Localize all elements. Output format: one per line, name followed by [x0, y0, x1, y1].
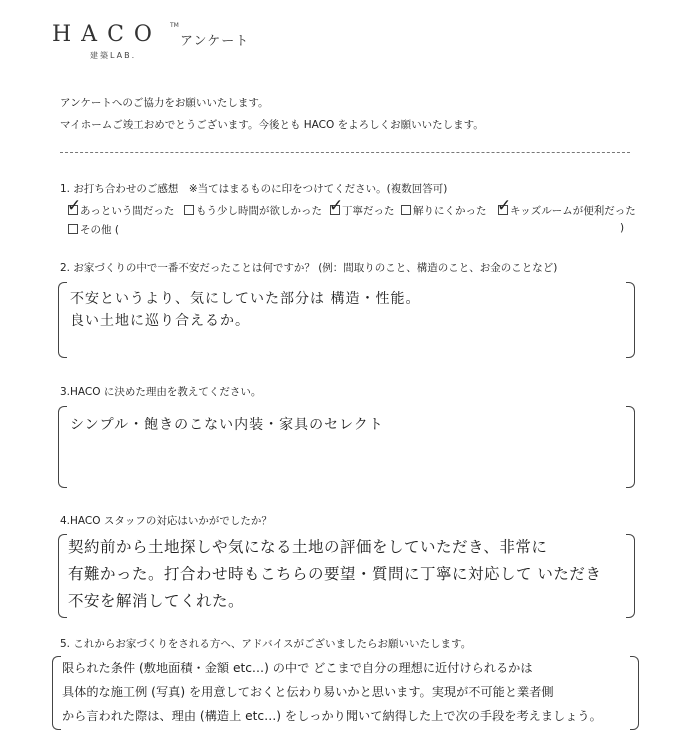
answer-line: 具体的な施工例 (写真) を用意しておくと伝わり易いかと思います。実現が不可能と業者側	[62, 685, 554, 699]
checkbox[interactable]	[184, 205, 194, 215]
answer-line: から言われた際は、理由 (構造上 etc…) をしっかり聞いて納得した上で次の手段を考えましょう。	[62, 709, 602, 723]
question-4-title: 4.HACO スタッフの対応はいかがでしたか？	[60, 515, 272, 527]
question-3-answer	[70, 414, 384, 436]
answer-bracket-left	[58, 282, 67, 358]
other-close-paren: )	[620, 222, 625, 234]
answer-line: シンプル・飽きのこない内装・家具のセレクト	[70, 417, 384, 433]
checkbox[interactable]	[497, 196, 512, 216]
check-mark-icon: ✓	[67, 196, 82, 216]
answer-bracket-left	[58, 534, 67, 618]
answer-bracket-right	[626, 406, 635, 488]
question-2-title: 2. お家づくりの中で一番不安だったことは何ですか？ (例：間取りのこと、構造のこと、お金のことなど)	[60, 262, 558, 274]
check-mark-icon: ✓	[497, 196, 512, 216]
option-2[interactable]	[184, 203, 322, 218]
answer-line: 限られた条件 (敷地面積・金額 etc…) の中で どこまで自分の理想に近付けられるかは	[62, 661, 533, 675]
answer-line: 契約前から土地探しや気になる土地の評価をしていただき、非常に	[68, 538, 548, 556]
checkbox[interactable]	[67, 196, 82, 216]
answer-bracket-left	[58, 406, 67, 488]
intro-line-1: アンケートへのご協力をお願いいたします。	[60, 97, 269, 109]
answer-bracket-right	[626, 282, 635, 358]
answer-line: 不安を解消してくれた。	[68, 592, 245, 610]
question-1-title: 1. お打ち合わせのご感想 ※当てはまるものに印をつけてください。(複数回答可)	[60, 183, 448, 195]
option-5[interactable]	[497, 196, 636, 218]
answer-line: 有難かった。打合わせ時もこちらの要望・質問に丁寧に対応して いただき	[68, 565, 602, 583]
option-label: あっという間だった	[80, 205, 175, 217]
question-2-answer	[70, 288, 420, 332]
brand-sublabel: 建築LAB.	[90, 51, 137, 60]
divider	[60, 152, 630, 153]
question-3-title: 3.HACO に決めた理由を教えてください。	[60, 386, 262, 398]
option-label: 解りにくかった	[413, 205, 487, 217]
checkbox[interactable]	[68, 224, 78, 234]
option-other[interactable]	[68, 222, 119, 237]
question-5-title: 5. これからお家づくりをされる方へ、アドバイスがございましたらお願いいたします。	[60, 638, 472, 650]
option-4[interactable]	[401, 203, 487, 218]
check-mark-icon: ✓	[329, 196, 344, 216]
option-label: その他 (	[80, 224, 119, 236]
survey-title: アンケート	[180, 34, 250, 49]
trademark-mark: TM	[170, 22, 179, 29]
question-1-options	[67, 196, 638, 219]
intro-text	[60, 92, 484, 136]
answer-bracket-right	[630, 656, 639, 730]
checkbox[interactable]	[401, 205, 411, 215]
option-label: もう少し時間が欲しかった	[196, 205, 322, 217]
answer-bracket-left	[52, 656, 61, 730]
option-1[interactable]	[67, 196, 175, 218]
intro-line-2: マイホームご竣工おめでとうございます。今後とも HACO をよろしくお願いいたします。	[60, 119, 484, 131]
answer-line: 不安というより、気にしていた部分は 構造・性能。	[70, 291, 421, 307]
question-4-answer	[68, 534, 601, 615]
answer-bracket-right	[626, 534, 635, 618]
question-1-other	[68, 222, 638, 238]
checkbox[interactable]	[329, 196, 344, 216]
answer-line: 良い土地に巡り合えるか。	[70, 313, 250, 329]
option-label: 丁寧だった	[342, 205, 395, 217]
option-3[interactable]	[329, 196, 395, 218]
brand-logo: HACO	[52, 22, 162, 47]
option-label: キッズルームが便利だった	[510, 205, 636, 217]
question-5-answer	[62, 656, 602, 728]
